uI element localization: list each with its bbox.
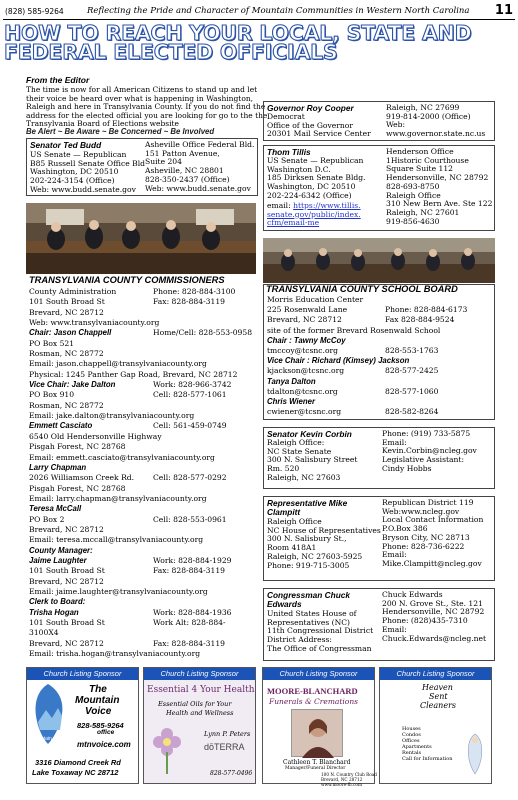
edwards-address-left [267,610,373,654]
contact-label: Jaime Laughter [29,555,87,565]
address-line: P.O.Box 386 [382,524,428,534]
congressman-edwards-box [263,588,495,661]
address-line: Suite 204 [145,157,182,167]
ad-heaven-sent-cleaners[interactable] [379,667,492,784]
contact-value: Cell: 828-577-1061 [153,390,227,400]
contact-label: Emmett Casciato [29,421,93,431]
address-line: Cindy Hobbs [382,463,432,473]
edwards-address-right [382,591,486,643]
school-board-list [267,296,493,418]
address-line: Raleigh Office [267,517,322,526]
service-item: Offices [402,738,420,744]
cleaners-title-3: Cleaners [420,701,456,710]
contact-value: 828-553-1763 [385,345,439,355]
funeral-person: Cathleen T. Blanchard [283,759,351,766]
address-line: Web: www.budd.senate.gov [30,184,136,194]
address-line: Bryson City, NC 28713 [382,532,470,542]
address-line: Square Suite 112 [386,164,453,174]
contact-value: Phone: 828-884-6173 [385,305,468,315]
address-line: Washington, DC 20510 [30,167,119,177]
address-line: The Office of Congressman [267,643,372,653]
clampitt-name-line1: Representative Mike [267,498,348,508]
sponsor-label: Church Listing Sponsor [380,668,491,680]
address-line: Email: [382,624,407,634]
address-line: Asheville Office Federal Bld. [145,140,255,149]
commissioners-heading: TRANSYLVANIA COUNTY COMMISSIONERS [29,275,225,285]
address-line: Washington D.C. [267,164,331,174]
address-line: Phone: (828)435-7310 [382,616,468,626]
commissioners-box [26,275,258,665]
contact-value: 828-582-8264 [385,407,439,417]
tillis-address-left [267,157,366,201]
contact-label: tmccoy@tcsnc.org [267,345,339,355]
editor-note [26,75,268,137]
contact-label: PO Box 521 [29,338,75,348]
address-line: Representatives (NC) [267,617,351,627]
address-line: Office of the Governor [267,120,354,130]
address-line: Rm. 520 [267,464,300,474]
contact-label: Rosman, NC 28772 [29,349,104,359]
address-line: 828-693-8750 [386,181,440,191]
contact-value: Fax: 828-884-3119 [153,297,225,307]
editor-line: The time is now for all American Citizens to stand up and let [26,85,258,95]
address-line: Hendersonville, NC 28792 [382,607,485,617]
address-line: Republican District 119 [382,498,474,507]
corbin-name: Senator Kevin Corbin [267,429,352,439]
contact-value: Work: 828-884-1936 [153,607,232,617]
service-item: Apartments [402,744,432,750]
funeral-address: 100 N. Country Club Road Brevard, NC 28712 www.moore-fh.com [321,772,377,787]
voice-web: mtnvoice.com [77,740,131,749]
address-line: Email: [382,437,407,447]
funeral-role: Manager/Funeral Director [285,766,346,771]
sponsor-label: Church Listing Sponsor [144,668,255,680]
address-line: 310 New Bern Ave. Ste 122 [386,199,493,209]
editor-motto: Be Alert ~ Be Aware ~ Be Concerned ~ Be Involved [26,127,215,137]
contact-label: Email: larry.chapman@transylvaniacounty.org [29,493,207,503]
address-line: 200 N. Grove St., Ste. 121 [382,598,483,608]
header-tagline: Reflecting the Pride and Character of Mountain Communities in Western North Carolina [87,6,470,16]
contact-label: Vice Chair : Richard (Kimsey) Jackson [267,356,410,366]
address-line: 919-814-2000 (Office) [386,111,471,121]
address-line: www.governor.state.nc.us [386,129,486,139]
contact-label: Trisha Hogan [29,607,79,617]
address-line: Mike.Clampitt@ncleg.gov [382,558,482,568]
address-line: Raleigh, NC 27699 [386,103,460,112]
clampitt-address-left [267,518,381,570]
address-line: 185 Dirksen Senate Bldg. [267,173,366,183]
contact-label: Brevard, NC 28712 [29,524,104,534]
contact-label: County Administration [29,287,117,296]
contact-label: 225 Rosenwald Lane [267,305,348,315]
contact-label: County Manager: [29,545,93,555]
cleaners-services [402,726,452,762]
contact-label: Physical: 1245 Panther Gap Road, Brevard, NC 28712 [29,369,238,379]
address-line: Legislative Assistant: [382,455,465,465]
address-line: Democrat [267,112,305,121]
contact-label: Rosman, NC 28772 [29,400,104,410]
address-line: Raleigh, NC 27603-5925 [267,551,363,561]
address-line: 1Historic Courthouse [386,155,469,165]
edwards-name-line2: Edwards [267,599,302,609]
address-line: Raleigh, NC 27601 [386,207,460,217]
contact-value: Cell: 828-577-0292 [153,473,227,483]
voice-phone: 828-585-9264 [77,721,124,730]
address-line: 300 N. Salisbury St., [267,534,347,544]
voice-address-1: 3316 Diamond Creek Rd [35,758,121,767]
corbin-address-right [382,430,477,474]
service-item: Condos [402,732,421,738]
contact-label: Pisgah Forest, NC 28768 [29,442,126,452]
address-line: US Senate — Republican [267,156,364,165]
contact-label: Email: jaime.laughter@transylvaniacounty.org [29,586,208,596]
address-line: 919-856-4630 [386,216,440,226]
commissioners-photo [26,203,256,274]
corbin-address-left [267,439,357,483]
editor-line: Transylvania Board of Elections website [26,119,179,129]
health-sub-1: Essential Oils for Your [158,700,232,708]
voice-title-2: Mountain [75,695,120,706]
cleaners-title-1: Heaven [422,683,453,692]
governor-cooper-box [263,101,495,141]
address-line: 300 N. Salisbury Street [267,455,358,465]
contact-value: Fax: 828-884-3119 [153,638,225,648]
contact-value: 828-577-2425 [385,366,439,376]
contact-label: Morris Education Center [267,295,364,304]
contact-label: 101 South Broad St [29,566,105,576]
tillis-address-right [386,148,492,226]
header-phone: (828) 585-9264 [5,7,64,16]
funeral-title: MOORE-BLANCHARD [267,686,358,696]
voice-address-2: Lake Toxaway NC 28712 [32,768,119,777]
contact-label: Email: teresa.mccall@transylvaniacounty.org [29,535,204,545]
budd-address-right [145,141,254,193]
sponsor-label: Church Listing Sponsor [263,668,374,680]
address-line: Web: [386,120,406,130]
address-line: Web:www.ncleg.gov [382,506,460,516]
contact-value: 828-577-1060 [385,386,439,396]
address-line: Phone: (919) 733-5875 [382,429,471,438]
address-line: 20301 Mail Service Center [267,129,371,139]
address-line: Web: www.budd.senate.gov [145,183,251,193]
editor-heading: From the Editor [26,75,90,85]
title-line-2: FEDERAL ELECTED OFFICIALS [4,40,338,64]
address-line: Phone: 828-736-6222 [382,541,465,551]
contact-value: Cell: 561-459-0749 [153,421,227,431]
address-line: Chuck.Edwards@ncleg.net [382,633,487,643]
contact-row [29,650,257,660]
budd-name: Senator Ted Budd [30,140,102,150]
contact-label: 101 South Broad St [29,297,105,307]
contact-value: Cell: 828-553-0961 [153,514,227,524]
contact-label: Brevard, NC 28712 [29,576,104,586]
tillis-email-link[interactable]: senate.gov/public/index. [267,209,361,219]
tillis-email-link[interactable]: cfm/email-me [267,218,320,228]
tillis-email-link[interactable]: https://www.tillis. [293,201,361,210]
voice-title-3: Voice [85,706,112,717]
contact-row [29,443,257,453]
contact-label: tdalton@tcsnc.org [267,386,338,396]
contact-label: 6540 Old Hendersonville Highway [29,431,162,441]
cooper-address-right [386,104,485,139]
senator-budd-box [26,138,258,196]
health-sub-2: Health and Wellness [166,709,234,717]
ad-essential-health[interactable] [143,667,256,784]
address-line: Phone: 919-715-3005 [267,560,350,570]
contact-label: 101 South Broad St [29,618,105,627]
portrait-image [291,709,343,757]
budd-address-left [30,151,145,195]
address-line: 202-224-6342 (Office) [267,190,352,200]
contact-value: Work Alt: 828-884- [153,618,226,627]
clampitt-name-line2: Clampitt [267,507,301,517]
tillis-box [263,145,495,231]
tillis-email-label: email: [267,201,291,210]
address-line: Local Contact Information [382,515,484,525]
editor-body [26,85,268,129]
contact-label: Brevard, NC 28712 [29,307,104,317]
address-line: Asheville, NC 28801 [145,166,224,176]
flower-icon [147,720,187,776]
contact-value: Home/Cell: 828-553-0958 [153,328,253,338]
ad-moore-blanchard[interactable] [262,667,377,787]
contact-value: Work: 828-966-3742 [153,380,232,390]
contact-label: Chair: Jason Chappell [29,328,112,338]
svg-text:mountain voice: mountain voice [31,736,65,742]
contact-label: Vice Chair: Jake Dalton [29,380,116,390]
health-title: Essential 4 Your Health [147,685,255,695]
contact-label: Email: trisha.hogan@transylvaniacounty.org [29,649,201,659]
contact-label: Clerk to Board: [29,597,86,607]
contact-label: Teresa McCall [29,504,82,514]
contact-label: Brevard, NC 28712 [29,638,104,648]
contact-value: Phone: 828-884-3100 [153,287,236,296]
address-line: Room 418A1 [267,543,317,553]
contact-label: Brevard, NC 28712 [267,315,342,325]
contact-label: Chris Wiener [267,396,316,406]
ad-mountain-voice[interactable] [26,667,139,784]
contact-row [267,408,493,418]
contact-label: 2026 Williamson Creek Rd. [29,473,135,483]
address-line: Email: [382,550,407,560]
address-line: Washington, DC 20510 [267,182,356,192]
address-line: Kevin.Corbin@ncleg.gov [382,446,477,456]
address-line: United States House of [267,609,357,618]
address-line: District Address: [267,635,332,645]
health-person: Lynn P. Peters [204,730,251,738]
cooper-name: Governor Roy Cooper [267,103,354,113]
contact-label: site of the former Brevard Rosenwald School [267,325,441,335]
health-phone: 828-577-0496 [210,770,253,777]
cooper-address-left [267,113,371,139]
contact-label: Email: jake.dalton@transylvaniacounty.org [29,411,195,421]
school-board-box [263,284,495,420]
address-line: 828-350-2437 (Office) [145,174,230,184]
contact-row [267,367,493,377]
contact-label: Email: emmett.casciato@transylvaniacounty.org [29,452,215,462]
tillis-email [267,202,361,228]
editor-line: their voice be heard over what is happening in Washington, [26,93,254,103]
voice-title-1: The [89,684,107,695]
contact-label: cwiener@tcsnc.org [267,407,342,417]
address-line: Raleigh, NC 27603 [267,472,341,482]
contact-value: Work: 828-884-1929 [153,555,232,565]
address-line: B85 Russell Senate Office Bld [30,158,145,168]
address-line: Henderson Office [386,147,454,156]
school-board-heading: TRANSYLVANIA COUNTY SCHOOL BOARD [266,284,458,294]
address-line: Raleigh Office: [267,438,325,447]
contact-label: 3100X4 [29,628,59,638]
rep-clampitt-box [263,496,495,581]
address-line: Chuck Edwards [382,590,443,599]
contact-label: Web: www.transylvaniacounty.org [29,318,160,328]
contact-label: Email: jason.chappell@transylvaniacounty.org [29,359,207,369]
address-line: Raleigh Office [386,190,441,200]
page-title [4,21,516,64]
contact-label: Larry Chapman [29,462,87,472]
page-header [3,2,515,20]
clampitt-address-right [382,499,483,569]
cleaners-title-2: Sent [429,692,448,701]
contact-label: PO Box 910 [29,390,75,400]
editor-line: address for the elected official you are looking for go to the the [26,110,268,120]
commissioners-list [29,288,257,660]
contact-value: Fax: 828-884-3119 [153,566,225,576]
address-line: US Senate — Republican [30,150,127,159]
health-brand: dōTERRA [204,742,245,752]
sponsor-label: Church Listing Sponsor [27,668,138,680]
address-line: NC State Senate [267,446,332,456]
funeral-sub: Funerals & Cremations [269,697,359,706]
contact-label: PO Box 2 [29,514,65,524]
contact-row [29,474,257,484]
mountain-logo-icon [30,682,66,746]
contact-row [29,619,257,629]
contact-label: Chair : Tawny McCoy [267,335,346,345]
address-line: NC House of Representatives [267,525,381,535]
tillis-name: Thom Tillis [267,147,311,157]
address-line: Hendersonville, NC 28792 [386,173,489,183]
service-item: Call for Information [402,756,453,762]
angel-icon [460,730,490,778]
service-item: Rentals [402,750,422,756]
page-number: 11 [494,3,513,18]
contact-label: kjackson@tcsnc.org [267,366,345,376]
address-line: 11th Congressional District [267,626,374,636]
contact-value: Fax 828-884-9524 [385,315,455,325]
address-line: 151 Patton Avenue, [145,148,220,158]
contact-label: Pisgah Forest, NC 28768 [29,483,126,493]
title-line-1: HOW TO REACH YOUR LOCAL, STATE AND [4,21,472,45]
senator-corbin-box [263,427,495,489]
edwards-name-line1: Congressman Chuck [267,590,350,600]
address-line: 202-224-3154 (Office) [30,176,115,186]
editor-line: Raleigh and here in Transylvania County. If you do not find the [26,102,266,112]
voice-office: office [97,729,115,736]
contact-row [29,505,257,515]
service-item: Houses [402,726,421,732]
school-board-photo [263,238,495,283]
contact-label: Tanya Dalton [267,376,316,386]
